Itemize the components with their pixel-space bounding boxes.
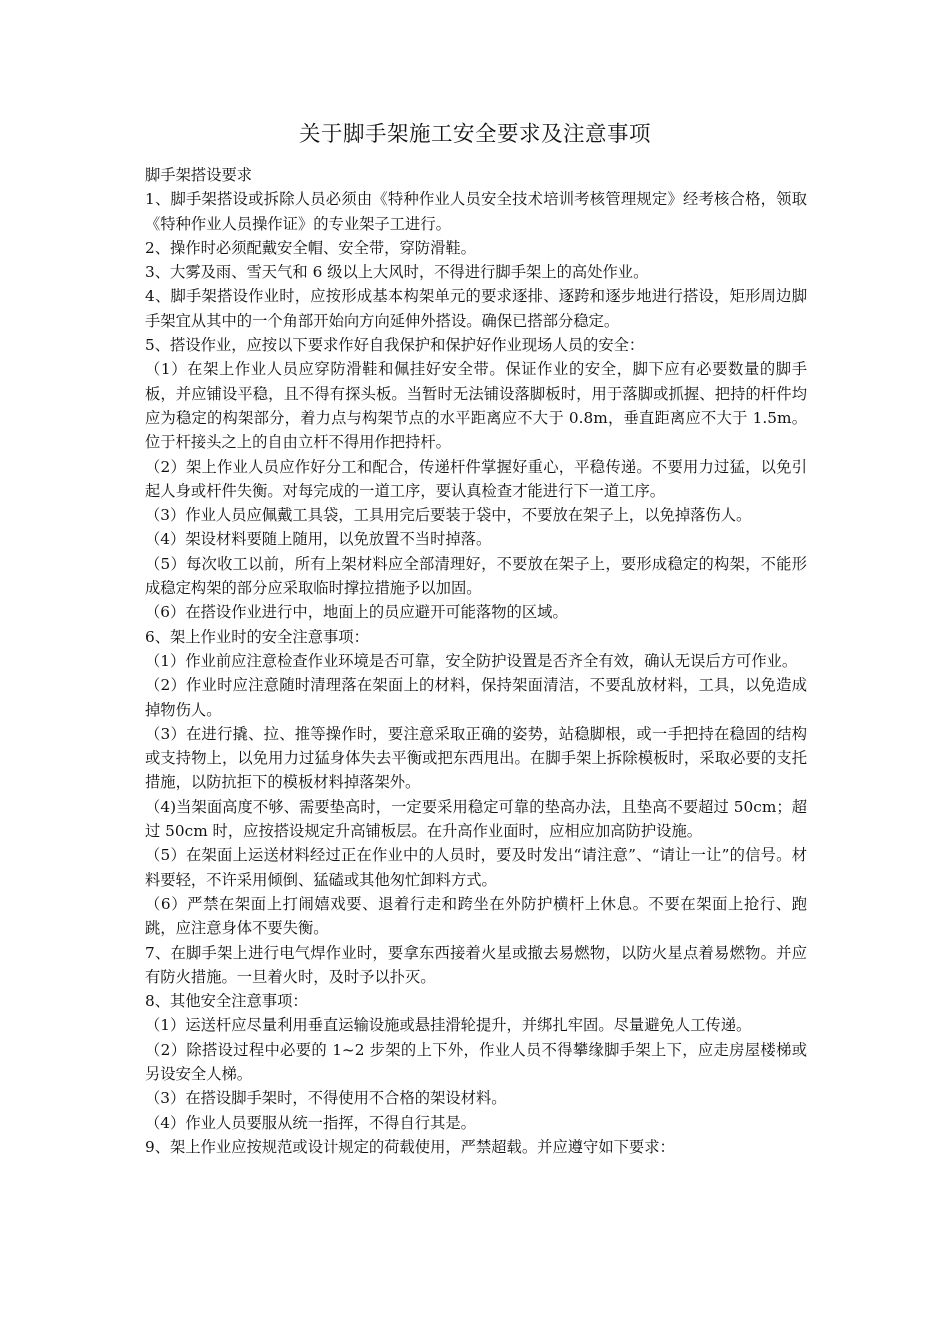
paragraph: （6）在搭设作业进行中，地面上的员应避开可能落物的区域。	[145, 603, 568, 622]
paragraph: （6）严禁在架面上打闹嬉戏要、退着行走和跨坐在外防护横杆上休息。不要在架面上抢行、跑跳，应注意身体不要失衡。	[145, 894, 807, 938]
paragraph: 4、脚手架搭设作业时，应按形成基本构架单元的要求逐排、逐跨和逐步地进行搭设，矩形周边脚手架宜从其中的一个角部开始向方向延伸外搭设。确保已搭部分稳定。	[145, 287, 807, 330]
paragraph: （5）在架面上运送材料经过正在作业中的人员时，要及时发出“请注意”、“请让一让”的信号。材料要轻，不许采用倾倒、猛磕或其他匆忙卸料方式。	[145, 846, 807, 889]
paragraph: （2）作业时应注意随时清理落在架面上的材料，保持架面清洁，不要乱放材料，工具，以免造成掉物伤人。	[145, 676, 807, 719]
paragraph: （1）作业前应注意检查作业环境是否可靠，安全防护设置是否齐全有效，确认无误后方可作业。	[145, 651, 798, 670]
paragraph: 8、其他安全注意事项：	[145, 992, 308, 1011]
paragraph: （3）在进行撬、拉、推等操作时，要注意采取正确的姿势，站稳脚根，或一手把持在稳固的结构或支持物上，以免用力过猛身体失去平衡或把东西甩出。在脚手架上拆除模板时，采取必要的支托措施，以防抗拒下的模板材料掉落架外。	[145, 724, 807, 792]
paragraph: （2）架上作业人员应作好分工和配合，传递杆件掌握好重心，平稳传递。不要用力过猛，以免引起人身或杆件失衡。对每完成的一道工序，要认真检查才能进行下一道工序。	[145, 457, 807, 500]
paragraph: （2）除搭设过程中必要的 1~2 步架的上下外，作业人员不得攀缘脚手架上下，应走房屋楼梯或另设安全人梯。	[145, 1040, 807, 1083]
paragraph: （1）在架上作业人员应穿防滑鞋和佩挂好安全带。保证作业的安全，脚下应有必要数量的脚手板，并应铺设平稳，且不得有探头板。当暂时无法铺设落脚板时，用于落脚或抓握、把持的杆件均应为稳定的构架部分，着力点与构架节点的水平距离应不大于 0.8m，垂直距离应不大于 1.5m。位于杆接头之上的自由立杆不得用作把持杆。	[145, 360, 807, 452]
paragraph: （4)当架面高度不够、需要垫高时，一定要采用稳定可靠的垫高办法，且垫高不要超过 50cm；超过 50cm 时，应按搭设规定升高铺板层。在升高作业面时，应相应加高防护设施。	[145, 797, 807, 841]
paragraph: （1）运送杆应尽量利用垂直运输设施或悬挂滑轮提升，并绑扎牢固。尽量避免人工传递。	[145, 1016, 752, 1035]
paragraph: 2、操作时必须配戴安全帽、安全带，穿防滑鞋。	[145, 238, 476, 257]
paragraph: （3）在搭设脚手架时，不得使用不合格的架设材料。	[145, 1089, 507, 1108]
document-body	[145, 163, 807, 1159]
paragraph: （4）架设材料要随上随用，以免放置不当时掉落。	[145, 530, 492, 549]
paragraph: 5、搭设作业，应按以下要求作好自我保护和保护好作业现场人员的安全：	[145, 336, 645, 355]
paragraph: 脚手架搭设要求	[145, 166, 253, 184]
document-title: 关于脚手架施工安全要求及注意事项	[298, 122, 651, 147]
paragraph: （3）作业人员应佩戴工具袋，工具用完后要装于袋中，不要放在架子上，以免掉落伤人。	[145, 506, 752, 525]
paragraph: （4）作业人员要服从统一指挥，不得自行其是。	[145, 1113, 476, 1132]
paragraph: 9、架上作业应按规范或设计规定的荷载使用，严禁超载。并应遵守如下要求：	[145, 1137, 675, 1156]
paragraph: 1、脚手架搭设或拆除人员必须由《特种作业人员安全技术培训考核管理规定》经考核合格，领取《特种作业人员操作证》的专业架子工进行。	[145, 190, 807, 233]
paragraph: 7、在脚手架上进行电气焊作业时，要拿东西接着火星或撤去易燃物，以防火星点着易燃物。并应有防火措施。一旦着火时，及时予以扑灭。	[145, 943, 807, 986]
paragraph: （5）每次收工以前，所有上架材料应全部清理好，不要放在架子上，要形成稳定的构架，不能形成稳定构架的部分应采取临时撑拉措施予以加固。	[145, 554, 807, 598]
paragraph: 6、架上作业时的安全注意事项：	[145, 627, 369, 646]
paragraph: 3、大雾及雨、雪天气和 6 级以上大风时，不得进行脚手架上的高处作业。	[145, 263, 649, 282]
